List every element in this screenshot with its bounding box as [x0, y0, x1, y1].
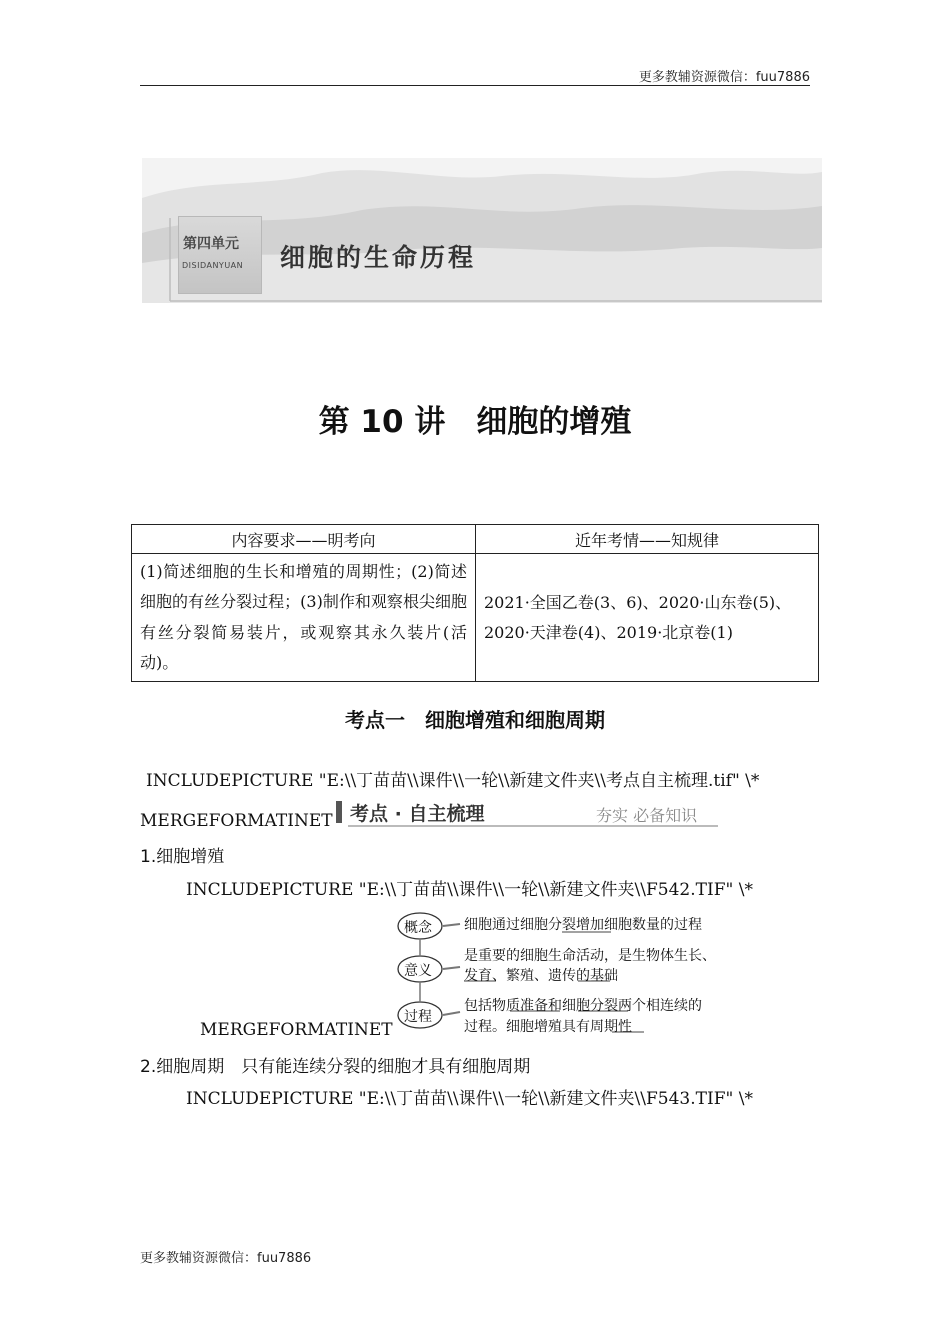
item-heading: 2.细胞周期 只有能连续分裂的细胞才具有细胞周期 [140, 1057, 531, 1077]
mergeformat-field: MERGEFORMATINET [140, 811, 333, 831]
exam-trends-cell: 2021·全国乙卷(3、6)、2020·山东卷(5)、2020·天津卷(4)、2019·北京卷(1) [476, 554, 819, 682]
cell-proliferation-diagram [392, 905, 772, 1040]
kaodian-banner [334, 798, 718, 828]
node-text-process: 过程。细胞增殖具有周期性 [464, 1019, 632, 1035]
requirements-table [131, 524, 819, 682]
requirements-cell: (1)简述细胞的生长和增殖的周期性；(2)简述细胞的有丝分裂过程；(3)制作和观察根尖细胞有丝分裂简易装片，或观察其永久装片(活动)。 [132, 554, 476, 682]
table-header-row [132, 525, 819, 554]
table-header-requirements: 内容要求——明考向 [132, 525, 476, 554]
includepicture-field: INCLUDEPICTURE "E:\\丁苗苗\\课件\\一轮\\新建文件夹\\F543.TIF" \* [186, 1089, 753, 1109]
table-header-trends: 近年考情——知规律 [476, 525, 819, 554]
node-label-concept: 概念 [404, 920, 432, 936]
unit-pinyin: DISIDANYUAN [182, 261, 244, 270]
mergeformat-field: MERGEFORMATINET [200, 1020, 393, 1040]
node-text-significance: 发育、繁殖、遗传的基础 [464, 968, 618, 984]
includepicture-field: INCLUDEPICTURE "E:\\丁苗苗\\课件\\一轮\\新建文件夹\\考点自主梳理.tif" \* [146, 771, 760, 791]
unit-title: 细胞的生命历程 [280, 243, 477, 272]
banner-bar-icon [336, 801, 342, 823]
unit-banner [142, 158, 822, 303]
kaodian-subtitle: 夯实 必备知识 [596, 806, 698, 825]
node-text-process: 包括物质准备和细胞分裂两个相连续的 [464, 998, 702, 1014]
unit-number: 第四单元 [183, 236, 239, 252]
unit-label-box [178, 216, 262, 294]
kaodian-underline [348, 825, 718, 827]
page-header-text: 更多教辅资源微信：fuu7886 [638, 70, 810, 85]
header-rule [140, 85, 810, 86]
node-text-significance: 是重要的细胞生命活动，是生物体生长、 [464, 948, 716, 964]
lecture-title: 第 10 讲 细胞的增殖 [318, 404, 632, 440]
node-label-process: 过程 [404, 1009, 432, 1025]
node-label-significance: 意义 [404, 963, 432, 979]
section-title: 考点一 细胞增殖和细胞周期 [345, 708, 605, 732]
kaodian-title: 考点 · 自主梳理 [350, 803, 485, 825]
includepicture-field: INCLUDEPICTURE "E:\\丁苗苗\\课件\\一轮\\新建文件夹\\F542.TIF" \* [186, 880, 753, 900]
page-footer-text: 更多教辅资源微信：fuu7886 [140, 1251, 312, 1266]
item-heading: 1.细胞增殖 [140, 847, 225, 867]
node-text-concept: 细胞通过细胞分裂增加细胞数量的过程 [464, 917, 702, 933]
table-row [132, 554, 819, 682]
